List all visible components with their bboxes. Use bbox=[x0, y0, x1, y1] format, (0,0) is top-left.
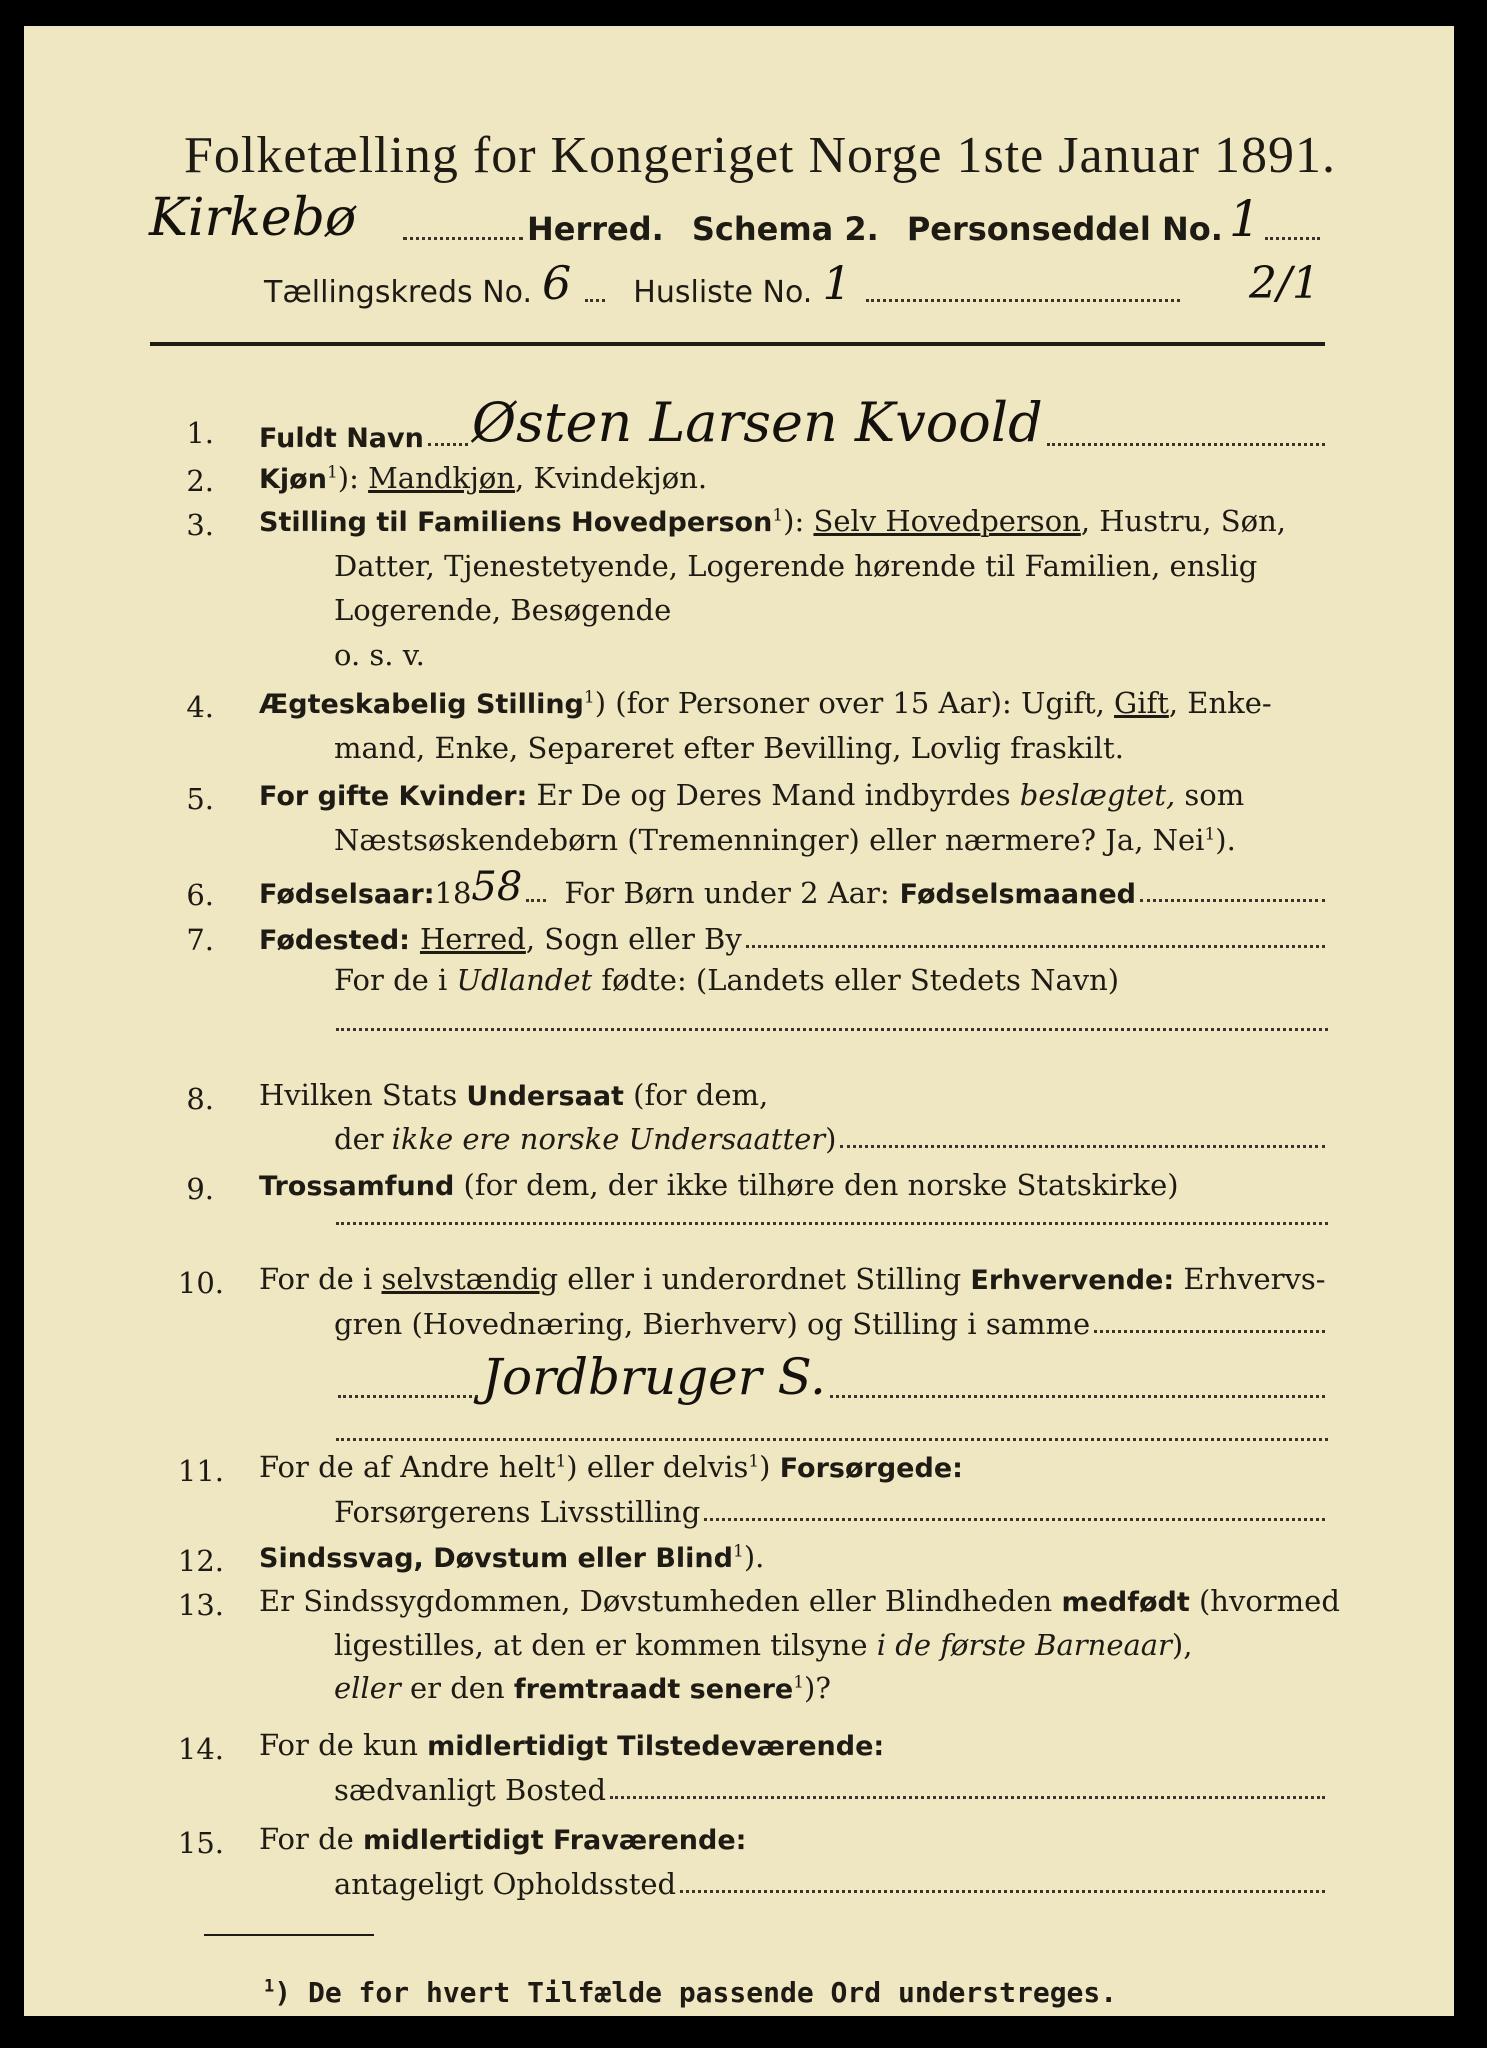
q10-line2-text: gren (Hovednæring, Bierhverv) og Stilling i samme bbox=[334, 1307, 1091, 1341]
q7-line1 bbox=[259, 911, 1329, 956]
q4-line2: mand, Enke, Separeret efter Bevilling, Lovlig fraskilt. bbox=[334, 731, 1124, 765]
q8-dots bbox=[840, 1145, 1325, 1148]
q11-dots bbox=[704, 1518, 1325, 1521]
q5-line2-text: Næstsøskendebørn (Tremenninger) eller nærmere? Ja, Nei bbox=[334, 823, 1205, 857]
q8-text2: (for dem, bbox=[623, 1078, 769, 1112]
q1-value: Østen Larsen Kvoold bbox=[471, 391, 1043, 454]
q3-line1 bbox=[259, 504, 1286, 538]
taellingskreds-line bbox=[264, 256, 1184, 310]
q6-dots-a bbox=[526, 899, 546, 902]
q11-line2-text: Forsørgerens Livsstilling bbox=[334, 1495, 701, 1529]
q5-end: ). bbox=[1215, 823, 1236, 857]
q13-text1: Er Sindssygdommen, Døvstumheden eller Blindheden bbox=[259, 1584, 1062, 1618]
q1-label: Fuldt Navn bbox=[259, 423, 424, 454]
q5-sup: 1 bbox=[1204, 824, 1216, 845]
q12-sup: 1 bbox=[732, 1541, 744, 1562]
q12-label: Sindssvag, Døvstum eller Blind bbox=[259, 1543, 733, 1574]
q13-line3 bbox=[334, 1671, 831, 1705]
q13-line3b: fremtraadt senere bbox=[513, 1674, 794, 1705]
q3-opt-selv-hovedperson: Selv Hovedperson bbox=[813, 504, 1081, 538]
q14-line1 bbox=[259, 1728, 884, 1762]
q5-line2 bbox=[334, 823, 1236, 857]
q14-label: midlertidigt Tilstedeværende: bbox=[427, 1731, 885, 1762]
q10-blank-line bbox=[336, 1438, 1328, 1441]
footnote bbox=[264, 1976, 1117, 2009]
q3-rest1: , Hustru, Søn, bbox=[1080, 504, 1286, 538]
q2-sup: 1 bbox=[326, 462, 338, 483]
q12-num: 12. bbox=[177, 1544, 224, 1578]
form-title: Folketælling for Kongeriget Norge 1ste Januar 1891. bbox=[184, 127, 1336, 184]
q5-line1 bbox=[259, 778, 1244, 812]
q4-rest: , Enke- bbox=[1168, 686, 1272, 720]
herred-dots bbox=[403, 237, 523, 240]
census-form bbox=[24, 26, 1454, 2016]
taellingskreds-label: Tællingskreds No. bbox=[264, 275, 532, 310]
q11-num: 11. bbox=[177, 1454, 224, 1488]
q5-text2: som bbox=[1175, 778, 1245, 812]
q11-line2 bbox=[334, 1484, 1329, 1529]
q2-opt-mandkjon: Mandkjøn bbox=[368, 461, 516, 495]
q13-line3a: er den bbox=[400, 1671, 514, 1705]
q5-italic: beslægtet, bbox=[1019, 778, 1176, 812]
q10-line2 bbox=[334, 1296, 1329, 1341]
q8-label: Undersaat bbox=[466, 1081, 624, 1112]
q9-text: (for dem, der ikke tilhøre den norske Statskirke) bbox=[454, 1168, 1179, 1202]
q8-num: 8. bbox=[186, 1082, 214, 1116]
header-rule bbox=[150, 342, 1325, 346]
q15-line2 bbox=[334, 1856, 1329, 1901]
q7-line2 bbox=[334, 963, 1119, 997]
q3-colon: ): bbox=[783, 504, 805, 538]
q12-end: ). bbox=[743, 1540, 765, 1574]
herred-value: Kirkebø bbox=[149, 188, 357, 248]
q6-text: For Børn under 2 Aar: bbox=[564, 876, 890, 910]
q4-line1 bbox=[259, 686, 1272, 720]
q7-blank-line bbox=[336, 1028, 1328, 1031]
q13-line2b: ), bbox=[1171, 1628, 1193, 1662]
schema-label: Schema 2. bbox=[691, 210, 879, 248]
q8-line2a: der bbox=[334, 1122, 384, 1156]
q8-line1 bbox=[259, 1078, 768, 1112]
q13-line2 bbox=[334, 1628, 1192, 1662]
q6-line bbox=[259, 860, 1329, 910]
q11-text1: For de af Andre helt bbox=[259, 1450, 556, 1484]
husliste-dots bbox=[866, 299, 1180, 302]
footnote-rule bbox=[204, 1934, 374, 1936]
q10-text3: Erhvervs- bbox=[1174, 1262, 1326, 1296]
q14-line2-text: sædvanligt Bosted bbox=[334, 1773, 607, 1807]
q8-line2 bbox=[334, 1111, 1329, 1156]
husliste-label: Husliste No. bbox=[633, 275, 813, 310]
taellingskreds-value: 6 bbox=[542, 256, 572, 310]
q8-line2-italic: ikke ere norske Undersaatter bbox=[391, 1122, 826, 1156]
q6-label2: Fødselsmaaned bbox=[899, 879, 1136, 910]
q5-text1: Er De og Deres Mand indbyrdes bbox=[527, 778, 1020, 812]
q3-sup: 1 bbox=[772, 505, 784, 526]
q6-dots-b bbox=[1140, 899, 1325, 902]
margin-note: 2/1 bbox=[1249, 258, 1320, 309]
q10-value: Jordbruger S. bbox=[482, 1348, 826, 1406]
q1-dots-b bbox=[1047, 443, 1325, 446]
q15-line1 bbox=[259, 1822, 746, 1856]
q4-pre: ) (for Personer over 15 Aar): Ugift, bbox=[594, 686, 1115, 720]
q7-line2b: fødte: (Landets eller Stedets Navn) bbox=[592, 963, 1120, 997]
q14-num: 14. bbox=[177, 1732, 224, 1766]
q11-sup-b: 1 bbox=[748, 1451, 760, 1472]
q4-sup: 1 bbox=[583, 687, 595, 708]
q13-line3-italic: eller bbox=[334, 1671, 401, 1705]
herred-label: Herred. bbox=[527, 210, 664, 248]
q8-line2b: ) bbox=[825, 1122, 837, 1156]
q7-line2a: For de i bbox=[334, 963, 457, 997]
q10-dots-c bbox=[830, 1395, 1325, 1398]
q7-dots bbox=[746, 945, 1325, 948]
personseddel-label: Personseddel No. bbox=[906, 210, 1223, 248]
q13-num: 13. bbox=[177, 1588, 224, 1622]
q10-text2: eller i underordnet Stilling bbox=[558, 1262, 971, 1296]
footnote-sup: 1 bbox=[264, 1976, 275, 1997]
q4-num: 4. bbox=[186, 690, 214, 724]
q7-opt-herred: Herred bbox=[419, 922, 526, 956]
q6-value: 58 bbox=[471, 864, 523, 910]
q13-label: medfødt bbox=[1061, 1587, 1190, 1618]
q10-opt-selvstaendig: selvstændig bbox=[381, 1262, 559, 1296]
q15-dots bbox=[680, 1890, 1325, 1893]
q15-label: midlertidigt Fraværende: bbox=[363, 1825, 747, 1856]
q3-line4: o. s. v. bbox=[334, 638, 425, 672]
q10-answer-line bbox=[334, 1348, 1329, 1406]
q1-num: 1. bbox=[186, 416, 214, 450]
q14-text1: For de kun bbox=[259, 1728, 428, 1762]
q3-num: 3. bbox=[186, 508, 214, 542]
q5-label: For gifte Kvinder: bbox=[259, 781, 528, 812]
q1-line bbox=[259, 391, 1329, 454]
q3-line2: Datter, Tjenestetyende, Logerende hørende til Familien, enslig bbox=[334, 549, 1258, 583]
q1-dots-a bbox=[428, 443, 468, 446]
q14-dots bbox=[610, 1796, 1325, 1799]
q9-label: Trossamfund bbox=[259, 1171, 455, 1202]
q11-text2: ) eller delvis bbox=[566, 1450, 749, 1484]
q11-text3: ) bbox=[759, 1450, 780, 1484]
q13-sup: 1 bbox=[793, 1672, 805, 1693]
q7-line2-italic: Udlandet bbox=[456, 963, 593, 997]
q15-num: 15. bbox=[177, 1826, 224, 1860]
q12-line bbox=[259, 1540, 764, 1574]
q13-line2-italic: i de første Barneaar bbox=[876, 1628, 1172, 1662]
q9-num: 9. bbox=[186, 1172, 214, 1206]
q10-text1: For de i bbox=[259, 1262, 382, 1296]
taellingskreds-dots bbox=[585, 299, 605, 302]
q6-num: 6. bbox=[186, 878, 214, 912]
q2-label: Kjøn bbox=[259, 464, 327, 495]
q2-colon: ): bbox=[337, 461, 359, 495]
q2-line bbox=[259, 461, 707, 495]
herred-line bbox=[149, 188, 1324, 248]
q10-dots-b bbox=[338, 1395, 478, 1398]
q11-sup-a: 1 bbox=[555, 1451, 567, 1472]
q3-line3: Logerende, Besøgende bbox=[334, 593, 672, 627]
q14-line2 bbox=[334, 1762, 1329, 1807]
q5-num: 5. bbox=[186, 782, 214, 816]
q13-line2a: ligestilles, at den er kommen tilsyne bbox=[334, 1628, 877, 1662]
q11-label: Forsørgede: bbox=[779, 1453, 963, 1484]
q3-label: Stilling til Familiens Hovedperson bbox=[259, 507, 773, 538]
q10-num: 10. bbox=[177, 1266, 224, 1300]
q9-blank-line bbox=[336, 1222, 1328, 1225]
q2-num: 2. bbox=[186, 464, 214, 498]
personseddel-dots bbox=[1265, 237, 1320, 240]
q6-prefix: 18 bbox=[434, 876, 472, 910]
q8-text1: Hvilken Stats bbox=[259, 1078, 467, 1112]
q15-line2-text: antageligt Opholdssted bbox=[334, 1867, 677, 1901]
husliste-value: 1 bbox=[822, 256, 852, 310]
personseddel-value: 1 bbox=[1228, 190, 1261, 248]
q4-opt-gift: Gift bbox=[1114, 686, 1169, 720]
q10-label: Erhvervende: bbox=[970, 1265, 1175, 1296]
q10-dots-a bbox=[1094, 1330, 1325, 1333]
q11-line1 bbox=[259, 1450, 963, 1484]
q6-label: Fødselsaar: bbox=[259, 879, 435, 910]
q4-label: Ægteskabelig Stilling bbox=[259, 689, 584, 720]
q13-line3end: )? bbox=[804, 1671, 831, 1705]
q10-line1 bbox=[259, 1262, 1326, 1296]
q7-label: Fødested: bbox=[259, 925, 410, 956]
q7-rest: , Sogn eller By bbox=[525, 922, 742, 956]
q15-text1: For de bbox=[259, 1822, 364, 1856]
q13-text2: (hvormed bbox=[1189, 1584, 1340, 1618]
q2-rest: , Kvindekjøn. bbox=[515, 461, 708, 495]
q7-num: 7. bbox=[186, 923, 214, 957]
q13-line1 bbox=[259, 1584, 1340, 1618]
footnote-text: ) De for hvert Tilfælde passende Ord understreges. bbox=[274, 1976, 1118, 2009]
q9-line bbox=[259, 1168, 1179, 1202]
